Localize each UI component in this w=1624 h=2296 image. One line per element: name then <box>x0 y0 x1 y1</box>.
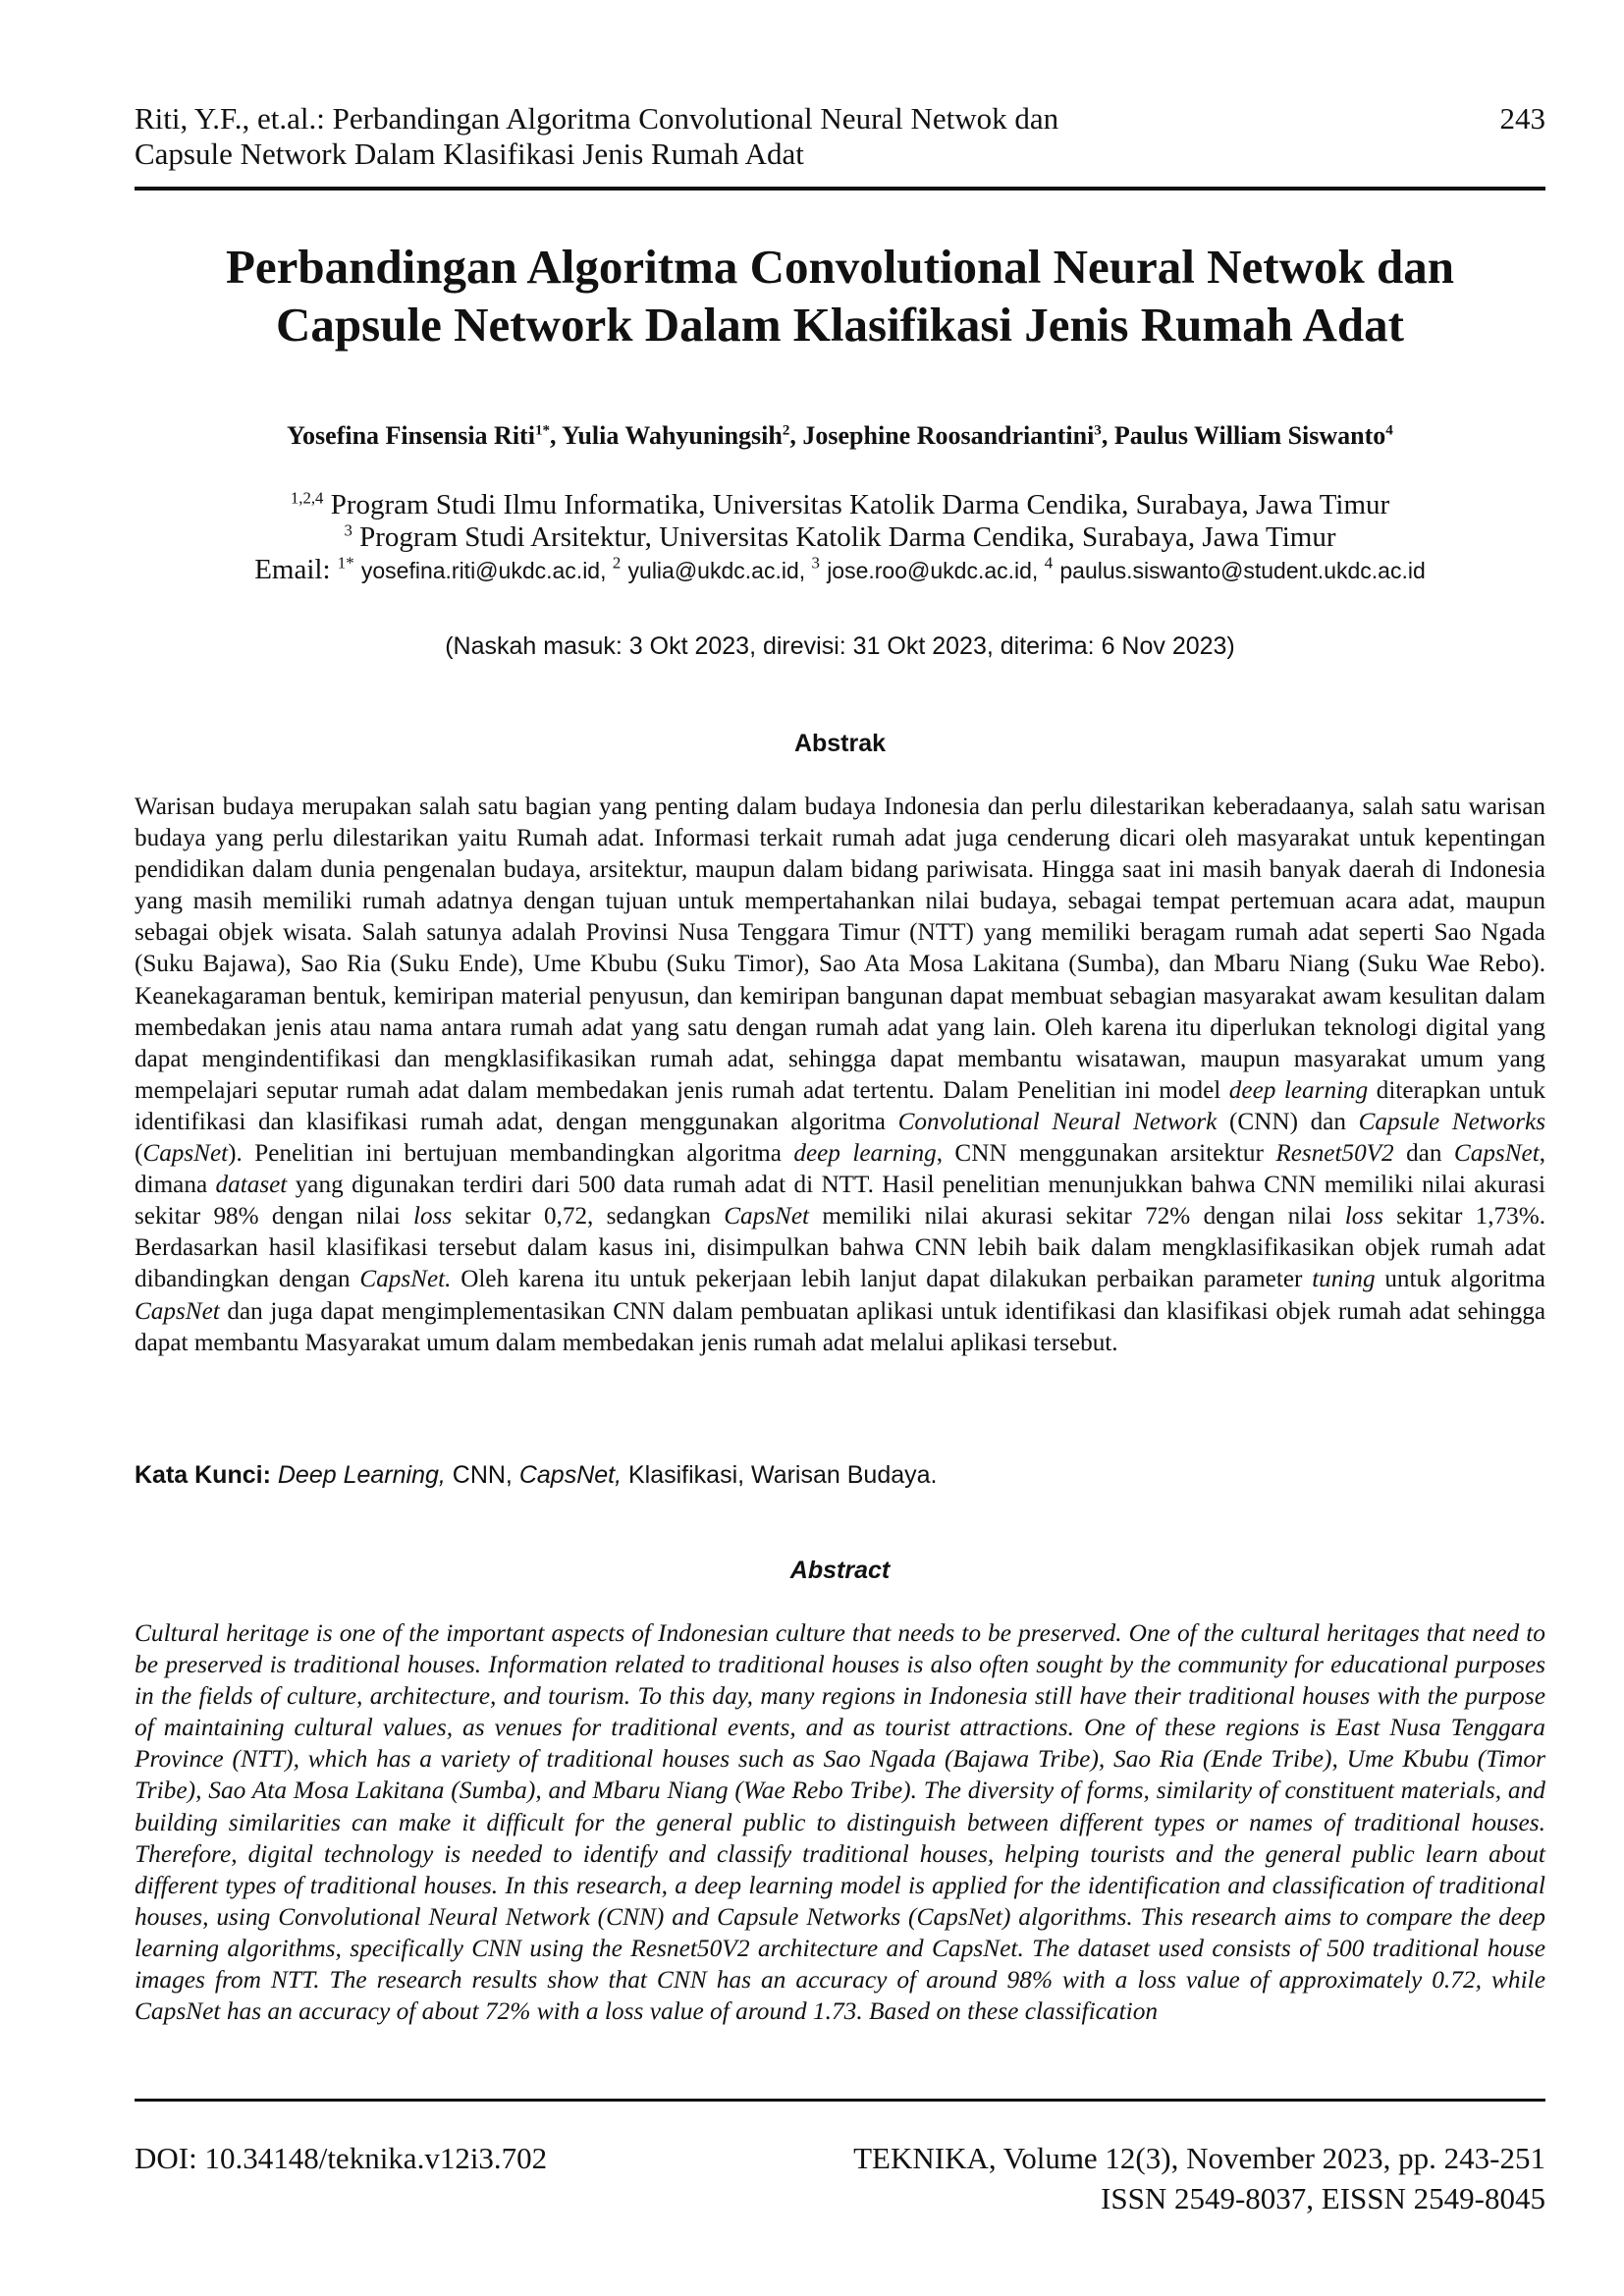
email-separator: , <box>600 558 613 583</box>
text-run: untuk algoritma <box>1375 1266 1545 1293</box>
email-address[interactable]: jose.roo@ukdc.ac.id <box>827 558 1032 583</box>
italic-term: tuning <box>1312 1266 1376 1293</box>
doi: DOI: 10.34148/teknika.v12i3.702 <box>135 2141 548 2175</box>
author-name: Paulus William Siswanto <box>1113 421 1386 450</box>
affiliation-2 <box>135 520 1545 554</box>
author-list <box>135 420 1545 452</box>
text-run: Oleh karena itu untuk pekerjaan lebih lanjut dapat dilakukan perbaikan parameter <box>451 1266 1313 1293</box>
text-run: Warisan budaya merupakan salah satu bagian yang penting dalam budaya Indonesia dan perlu dilestarikan keberadaanya, salah satu warisan budaya yang perlu dilestarikan yaitu Rumah adat. Informasi terkait rumah adat juga cenderung dicari oleh masyarakat untuk kepentingan pendidikan dalam dunia pengenalan budaya, arsitektur, maupun dalam bidang pariwisata. Hingga saat ini masih banyak daerah di Indonesia yang masih memiliki rumah adatnya dengan tujuan untuk mempertahankan nilai budaya, sebagai tempat pertemuan acara adat, maupun sebagai objek wisata. Salah satunya adalah Provinsi Nusa Tenggara Timur (NTT) yang memiliki beragam rumah adat seperti Sao Ngada (Suku Bajawa), Sao Ria (Suku Ende), Ume Kbubu (Suku Timor), Sao Ata Mosa Lakitana (Sumba), dan Mbaru Niang (Suku Wae Rebo). Keanekagaraman bentuk, kemiripan material penyusun, dan kemiripan bangunan dapat membuat sebagian masyarakat awam kesulitan dalam membedakan jenis atau nama antara rumah adat yang satu dengan rumah adat yang lain. Oleh karena itu diperlukan teknologi digital yang dapat mengindentifikasi dan mengklasifikasikan rumah adat, sehingga dapat membantu wisatawan, maupun masyarakat umum yang mempelajari seputar rumah adat dalam membedakan jenis rumah adat tertentu. Dalam Penelitian ini model <box>135 793 1545 1104</box>
abstrak-body <box>135 792 1545 1359</box>
text-run: sekitar 0,72, sedangkan <box>452 1203 725 1230</box>
italic-term: CapsNet <box>724 1203 810 1230</box>
affiliation-1 <box>135 488 1545 521</box>
text-run: (CNN) dan <box>1217 1108 1359 1135</box>
header-rule <box>135 187 1545 191</box>
text-run: ( <box>135 1140 143 1168</box>
running-head-line1: Riti, Y.F., et.al.: Perbandingan Algoritma Convolutional Neural Netwok dan <box>135 101 1059 136</box>
italic-term: Resnet50V2 <box>1275 1140 1394 1168</box>
author-name: Josephine Roosandriantini <box>802 421 1095 450</box>
title-line2: Capsule Network Dalam Klasifikasi Jenis Rumah Adat <box>276 298 1404 352</box>
text-run: yang digunakan terdiri dari 500 data rumah adat di NTT. Hasil penelitian menunjukkan bahwa CNN memiliki nilai akurasi sekitar 98% dengan nilai <box>135 1172 1545 1230</box>
italic-term: Capsule Networks <box>1358 1108 1545 1135</box>
text-run: sekitar 1,73%. Berdasarkan hasil klasifikasi tersebut dalam kasus ini, disimpulkan bahwa CNN lebih baik dalam mengklasifikasikan objek rumah adat dibandingkan dengan <box>135 1203 1546 1293</box>
text-run: dan juga dapat mengimplementasikan CNN dalam pembuatan aplikasi untuk identifikasi dan klasifikasi objek rumah adat sehingga dapat membantu Masyarakat umum dalam membedakan jenis rumah adat melalui aplikasi tersebut. <box>135 1297 1545 1356</box>
affiliation-mark: 1,2,4 <box>290 488 324 508</box>
author-name: Yulia Wahyuningsih <box>562 421 783 450</box>
italic-term: loss <box>1344 1203 1383 1230</box>
italic-term: deep learning <box>793 1140 937 1168</box>
affiliation-text: Program Studi Ilmu Informatika, Universitas Katolik Darma Cendika, Surabaya, Jawa Timur <box>330 489 1390 520</box>
issn: ISSN 2549-8037, EISSN 2549-8045 <box>1101 2181 1545 2215</box>
email-mark: 4 <box>1044 553 1054 573</box>
affiliation-text: Program Studi Arsitektur, Universitas Katolik Darma Cendika, Surabaya, Jawa Timur <box>359 521 1336 553</box>
author-separator: , <box>1101 421 1114 450</box>
text-run: , dimana <box>135 1140 1545 1199</box>
italic-term: CapsNet, <box>518 1461 623 1489</box>
title-line1: Perbandingan Algoritma Convolutional Neural Netwok dan <box>226 240 1454 294</box>
text-run: Klasifikasi, Warisan Budaya. <box>622 1461 938 1489</box>
email-address[interactable]: yulia@ukdc.ac.id <box>627 558 799 583</box>
text-run: ). Penelitian ini bertujuan membandingkan algoritma <box>228 1140 794 1168</box>
abstract-heading: Abstract <box>789 1557 891 1584</box>
italic-term: Convolutional Neural Network <box>897 1108 1218 1135</box>
email-address[interactable]: yosefina.riti@ukdc.ac.id <box>360 558 601 583</box>
author-mark: 4 <box>1385 422 1393 439</box>
italic-term: CapsNet <box>142 1140 229 1168</box>
abstract-body: Cultural heritage is one of the important aspects of Indonesian culture that needs to be preserved. One of the cultural heritages that need to be preserved is traditional houses. Information related to traditional houses is also often sought by the community for educational purposes in the fields of culture, architecture, and tourism. To this day, many regions in Indonesia still have their traditional houses with the purpose of maintaining cultural values, as venues for traditional events, and as tourist attractions. One of these regions is East Nusa Tenggara Province (NTT), which has a variety of traditional houses such as Sao Ngada (Bajawa Tribe), Sao Ria (Ende Tribe), Ume Kbubu (Timor Tribe), Sao Ata Mosa Lakitana (Sumba), and Mbaru Niang (Wae Rebo Tribe). The diversity of forms, similarity of constituent materials, and building similarities can make it difficult for the general public to distinguish between different types or names of traditional houses. Therefore, digital technology is needed to identify and classify traditional houses, helping tourists and the general public learn about different types of traditional houses. In this research, a deep learning model is applied for the identification and classification of traditional houses, using Convolutional Neural Network (CNN) and Capsule Networks (CapsNet) algorithms. This research aims to compare the deep learning algorithms, specifically CNN using the Resnet50V2 architecture and CapsNet. The dataset used consists of 500 traditional house images from NTT. The research results show that CNN has an accuracy of around 98% with a loss value of approximately 0.72, while CapsNet has an accuracy of about 72% with a loss value of around 1.73. Based on these classification <box>135 1619 1545 2026</box>
keywords-label: Kata Kunci: <box>135 1461 271 1489</box>
italic-term: CapsNet <box>1453 1140 1540 1168</box>
author-separator: , <box>789 421 803 450</box>
author-mark: 1* <box>534 422 551 439</box>
italic-term: dataset <box>215 1172 288 1199</box>
page-number: 243 <box>1499 101 1545 136</box>
italic-term: deep learning <box>1228 1076 1369 1104</box>
email-mark: 3 <box>811 553 820 573</box>
paper-title <box>135 238 1545 354</box>
text-run: , CNN menggunakan arsitektur <box>936 1140 1276 1168</box>
email-separator: , <box>1031 558 1045 583</box>
author-name: Yosefina Finsensia Riti <box>287 421 535 450</box>
abstrak-heading: Abstrak <box>793 730 887 757</box>
journal-citation: TEKNIKA, Volume 12(3), November 2023, pp. 243-251 <box>853 2141 1545 2175</box>
text-run: diterapkan untuk identifikasi dan klasifikasi rumah adat, dengan menggunakan algoritma <box>135 1076 1546 1135</box>
affiliation-mark: 3 <box>344 520 352 540</box>
italic-term: CapsNet <box>135 1297 220 1325</box>
author-mark: 3 <box>1094 422 1102 439</box>
email-line <box>135 553 1545 587</box>
submission-dates: (Naskah masuk: 3 Okt 2023, direvisi: 31 Okt 2023, diterima: 6 Nov 2023) <box>445 632 1235 660</box>
email-address[interactable]: paulus.siswanto@student.ukdc.ac.id <box>1059 558 1426 583</box>
author-mark: 2 <box>782 422 790 439</box>
italic-term: CapsNet. <box>359 1266 452 1293</box>
text-run: CNN, <box>445 1461 519 1489</box>
italic-term: loss <box>413 1203 453 1230</box>
keywords <box>135 1459 1545 1491</box>
running-head-line2: Capsule Network Dalam Klasifikasi Jenis Rumah Adat <box>135 137 804 171</box>
author-separator: , <box>550 421 563 450</box>
text-run: memiliki nilai akurasi sekitar 72% dengan nilai <box>809 1203 1345 1230</box>
text-run: dan <box>1393 1140 1454 1168</box>
email-mark: 2 <box>612 553 622 573</box>
footer-rule <box>135 2099 1545 2102</box>
email-separator: , <box>798 558 812 583</box>
running-head <box>135 101 1264 172</box>
italic-term: Deep Learning, <box>277 1461 446 1489</box>
email-label: Email: <box>254 554 338 585</box>
email-mark: 1* <box>337 553 354 573</box>
